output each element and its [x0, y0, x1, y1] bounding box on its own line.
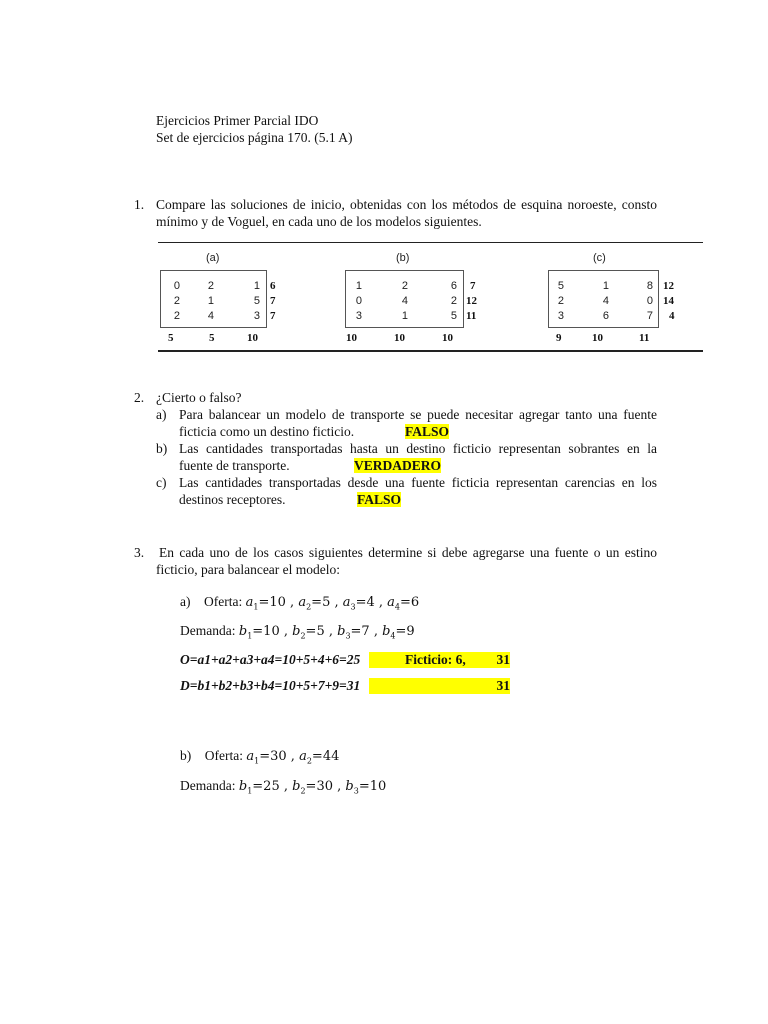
q3b-oferta-label: Oferta:	[204, 748, 243, 763]
q3a-oferta-sum-row	[180, 652, 510, 668]
model-a-cell: 2	[173, 295, 180, 307]
model-a-cell: 0	[173, 280, 180, 292]
model-c-cell: 6	[602, 310, 609, 322]
model-b-cell: 2	[401, 280, 408, 292]
q3a-oferta-total: 31	[496, 652, 510, 667]
q2-item-letter: a)	[156, 407, 167, 422]
model-c-demand: 9	[556, 332, 562, 344]
model-c-demand: 10	[592, 332, 603, 344]
model-b-supply: 7	[470, 280, 476, 292]
model-b-supply: 11	[466, 310, 477, 322]
model-b-cell: 1	[401, 310, 408, 322]
model-c-cell: 1	[602, 280, 609, 292]
q3b-oferta-formula: $a_1=30$ , $a_2=44$	[246, 749, 340, 766]
model-a-demand: 10	[247, 332, 258, 344]
model-c-cell: 4	[602, 295, 609, 307]
q3a-ficticio: Ficticio: 6,	[405, 652, 466, 667]
figure-bottom-rule	[158, 350, 703, 352]
q3a-demanda-sum-row	[180, 678, 510, 694]
q2-item-b-answer: VERDADERO	[354, 458, 442, 473]
model-c-cell: 8	[646, 280, 653, 292]
q1-text: Compare las soluciones de inicio, obtenidas con los métodos de esquina noroeste, consto mínimo y de Voguel, en cada uno de los modelos siguientes.	[156, 197, 657, 229]
model-c-supply: 4	[669, 310, 675, 322]
q3a-letter: a)	[180, 594, 191, 609]
q3a-oferta-line	[180, 594, 419, 612]
document-subtitle: Set de ejercicios página 170. (5.1 A)	[156, 130, 353, 145]
q3a-highlight	[369, 678, 510, 694]
model-c-supply: 12	[663, 280, 674, 292]
q3b-demanda-formula: $b_1=25$ , $b_2=30$ , $b_3=10$	[238, 779, 387, 796]
q2-item-b-line1: Las cantidades transportadas hasta un destino ficticio representan sobrantes en la	[179, 441, 657, 456]
model-b-demand: 10	[442, 332, 453, 344]
q3a-demanda-label: Demanda:	[180, 623, 236, 638]
model-c-supply: 14	[663, 295, 674, 307]
model-a-supply: 6	[270, 280, 276, 292]
q2-item-c-line2: destinos receptores.	[179, 492, 286, 507]
model-b-cell: 3	[355, 310, 362, 322]
model-a-cell: 2	[207, 280, 214, 292]
q2-item-letter: b)	[156, 441, 168, 456]
model-c-cell: 3	[557, 310, 564, 322]
q3b-demanda-label: Demanda:	[180, 778, 236, 793]
q3b-oferta-line	[180, 748, 339, 766]
q3a-demanda-line	[180, 623, 415, 641]
transport-models-figure	[158, 242, 703, 354]
q2-item-c-line1: Las cantidades transportadas desde una fuente ficticia representan carencias en los	[179, 475, 657, 490]
q2-number: 2.	[134, 390, 145, 405]
q3a-oferta-sum: O=a1+a2+a3+a4=10+5+4+6=25	[180, 652, 361, 667]
model-b-cell: 2	[450, 295, 457, 307]
figure-top-rule	[158, 242, 703, 243]
q2-item-letter: c)	[156, 475, 167, 490]
model-a-label: (a)	[206, 252, 220, 264]
model-c-cell: 5	[557, 280, 564, 292]
model-c-demand: 11	[639, 332, 650, 344]
model-b-supply: 12	[466, 295, 477, 307]
q3-line1: En cada uno de los casos siguientes determine si debe agregarse una fuente o un estino	[159, 545, 657, 560]
q2-title: ¿Cierto o falso?	[156, 390, 242, 405]
q3a-demanda-formula: $b_1=10$ , $b_2=5$ , $b_3=7$ , $b_4=9$	[238, 624, 415, 641]
model-a-cell: 4	[207, 310, 214, 322]
model-b-demand: 10	[346, 332, 357, 344]
q2-item-a-answer: FALSO	[405, 424, 450, 439]
model-a-cell: 3	[253, 310, 260, 322]
model-a-demand: 5	[209, 332, 215, 344]
model-b-cell: 5	[450, 310, 457, 322]
q3a-oferta-label: Oferta:	[204, 594, 243, 609]
model-b-label: (b)	[396, 252, 410, 264]
model-a-cell: 5	[253, 295, 260, 307]
model-c-cell: 0	[646, 295, 653, 307]
model-a-cell: 1	[253, 280, 260, 292]
model-a-cell: 1	[207, 295, 214, 307]
q3a-demanda-sum: D=b1+b2+b3+b4=10+5+7+9=31	[180, 678, 361, 693]
document-title: Ejercicios Primer Parcial IDO	[156, 113, 319, 128]
model-a-cell: 2	[173, 310, 180, 322]
q3-line2: ficticio, para balancear el modelo:	[156, 562, 341, 577]
model-b-demand: 10	[394, 332, 405, 344]
model-a-supply: 7	[270, 295, 276, 307]
q2-item-c-answer: FALSO	[357, 492, 402, 507]
q3-number: 3.	[134, 545, 145, 560]
q1-number: 1.	[134, 197, 145, 212]
q3a-oferta-formula: $a_1=10$ , $a_2=5$ , $a_3=4$ , $a_4=6$	[245, 595, 420, 612]
model-b-cell: 0	[355, 295, 362, 307]
q3a-demanda-total: 31	[496, 678, 510, 693]
q3b-letter: b)	[180, 748, 192, 763]
q3a-highlight	[369, 652, 510, 668]
model-a-demand: 5	[168, 332, 174, 344]
model-b-cell: 6	[450, 280, 457, 292]
model-c-cell: 2	[557, 295, 564, 307]
model-c-cell: 7	[646, 310, 653, 322]
q2-item-b-line2: fuente de transporte.	[179, 458, 290, 473]
model-b-cell: 4	[401, 295, 408, 307]
q2-item-a-line1: Para balancear un modelo de transporte se puede necesitar agregar tanto una fuente	[179, 407, 657, 422]
q2-item-a-line2: ficticia como un destino ficticio.	[179, 424, 355, 439]
model-b-cell: 1	[355, 280, 362, 292]
model-a-supply: 7	[270, 310, 276, 322]
model-c-label: (c)	[593, 252, 606, 264]
q3b-demanda-line	[180, 778, 386, 796]
